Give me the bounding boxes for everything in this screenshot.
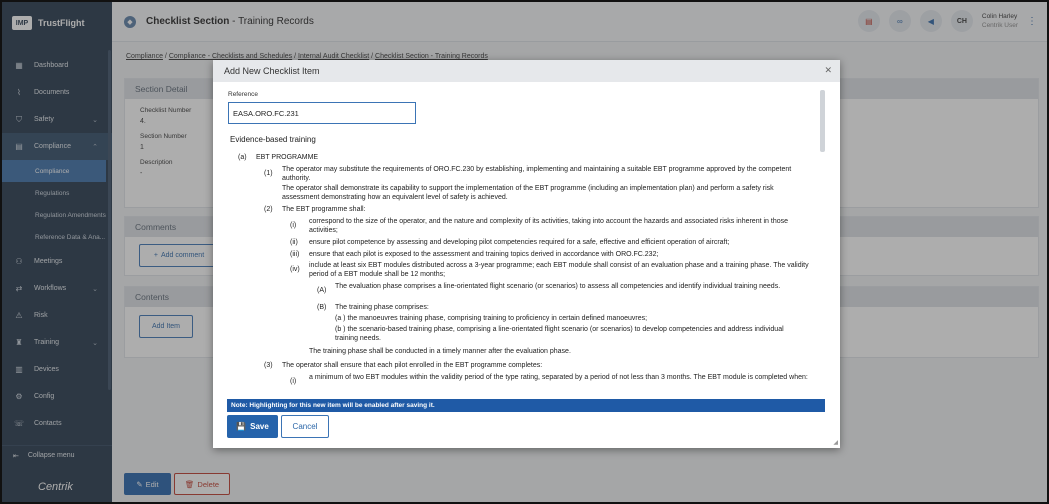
sidebar-item-label: Contacts xyxy=(34,420,62,427)
list-num: (3) xyxy=(264,362,273,369)
edit-label: Edit xyxy=(145,479,159,489)
content-heading: Evidence-based training xyxy=(230,135,316,144)
sidebar-subitem-regulations[interactable]: Regulations xyxy=(35,189,70,197)
graduation-cap-icon: ♜ xyxy=(15,338,23,347)
list-text: The operator may substitute the requirements of ORO.FC.230 by establishing, implementing and maintaining a suitable EBT programme approved by the competent authority. xyxy=(282,166,792,182)
collapse-icon: ⇤ xyxy=(13,452,19,460)
sidebar-item-label: Devices xyxy=(34,366,59,373)
list-text: (a ) the manoeuvres training phase, comprising training to proficiency in certain defined manoeuvres; xyxy=(335,315,648,322)
list-num: (2) xyxy=(264,206,273,213)
checklist-number-value: 4. xyxy=(140,118,146,125)
pdf-icon[interactable]: ▤ xyxy=(858,10,880,32)
section-number-label: Section Number xyxy=(140,133,187,140)
add-checklist-item-modal xyxy=(213,60,840,448)
more-options-icon[interactable]: ⋮ xyxy=(1027,15,1037,27)
contents-title: Contents xyxy=(125,287,1038,307)
sidebar-item-label: Meetings xyxy=(34,258,63,265)
add-comment-label: Add comment xyxy=(160,252,205,259)
logo-text: TrustFlight xyxy=(38,18,85,28)
page-title-main: Checklist Section xyxy=(146,16,230,27)
breadcrumb: Compliance / Compliance - Checklists and Schedules / Internal Audit Checklist / Checklist Section - Training Records xyxy=(126,53,488,60)
sidebar-item-label: Workflows xyxy=(34,285,67,292)
page-title-sub: - Training Records xyxy=(229,16,314,27)
chevron-down-icon: ⌄ xyxy=(92,339,98,347)
list-text: (b ) the scenario-based training phase, comprising a line-orientated flight scenario (or scenarios) to develop competencies and address individual training needs. xyxy=(335,326,784,342)
sidebar-subitem-reference-data[interactable]: Reference Data & Ana... xyxy=(35,233,106,241)
sidebar-item-label: Config xyxy=(34,393,55,400)
list-text: The operator shall demonstrate its capability to support the implementation of the EBT programme (including an implementation plan) and perform a safety risk assessment demonstrating how an equivalent level of safety is achieved. xyxy=(282,185,774,201)
user-name: Colin Harley xyxy=(981,13,1018,20)
chevron-down-icon: ⌄ xyxy=(92,116,98,124)
modal-title: Add New Checklist Item xyxy=(224,66,320,76)
modal-scrollbar[interactable] xyxy=(820,90,825,152)
breadcrumb-item[interactable]: Compliance - Checklists and Schedules xyxy=(168,53,293,60)
sidebar-subitem-compliance[interactable]: Compliance xyxy=(2,160,106,182)
section-icon: ◆ xyxy=(124,16,136,28)
breadcrumb-item[interactable]: Compliance xyxy=(126,53,163,60)
list-text: a minimum of two EBT modules within the validity period of the type rating, separated by a period of not less than 3 months. The EBT module is completed when: xyxy=(309,374,808,381)
list-text: correspond to the size of the operator, and the nature and complexity of its activities, taking into account the hazards and associated risks inherent in those activities; xyxy=(309,218,789,234)
sidebar-item-label: Compliance xyxy=(34,143,71,150)
list-text: ensure pilot competence by assessing and developing pilot competencies required for a safe, effective and efficient operation of aircraft; xyxy=(309,239,730,246)
comments-title: Comments xyxy=(125,217,1038,237)
description-value: - xyxy=(140,170,143,177)
workflow-icon: ⇄ xyxy=(15,284,23,293)
contacts-icon: ☏ xyxy=(13,419,24,428)
dashboard-icon: ▦ xyxy=(15,61,23,70)
resize-grip-icon[interactable]: ◢ xyxy=(833,440,838,446)
paperclip-icon: ⌇ xyxy=(17,88,21,97)
checklist-number-label: Checklist Number xyxy=(140,107,192,114)
avatar[interactable]: CH xyxy=(951,10,973,32)
warning-icon: ⚠ xyxy=(15,311,23,320)
chevron-up-icon: ⌃ xyxy=(92,143,98,151)
modal-header xyxy=(213,60,840,82)
meetings-icon: ⚇ xyxy=(15,257,23,266)
list-num: (i) xyxy=(290,222,297,229)
list-text: The EBT programme shall: xyxy=(282,206,366,213)
breadcrumb-item[interactable]: Internal Audit Checklist xyxy=(298,53,370,60)
plus-icon: + xyxy=(153,252,158,259)
save-button[interactable] xyxy=(227,415,278,438)
section-number-value: 1 xyxy=(140,144,144,151)
breadcrumb-item[interactable]: Checklist Section - Training Records xyxy=(375,53,488,60)
list-text: ensure that each pilot is exposed to the assessment and training topics derived in accordance with ORO.FC.232; xyxy=(309,251,659,258)
shield-icon: ⛉ xyxy=(16,114,22,124)
description-label: Description xyxy=(140,159,173,166)
link-icon[interactable]: ∞ xyxy=(889,10,911,32)
section-detail-title: Section Detail xyxy=(125,79,1038,99)
modal-body xyxy=(213,82,840,390)
list-num: (ii) xyxy=(290,239,298,246)
save-label: Save xyxy=(250,422,269,431)
sidebar-item-label: Safety xyxy=(34,116,54,123)
save-icon: 💾 xyxy=(236,422,247,431)
close-icon[interactable]: ✕ xyxy=(824,65,832,75)
add-item-button[interactable]: Add Item xyxy=(139,315,193,338)
devices-icon: ▥ xyxy=(15,365,23,374)
reference-label: Reference xyxy=(228,91,258,98)
cancel-button[interactable]: Cancel xyxy=(281,415,329,438)
list-num: (iii) xyxy=(290,251,300,258)
list-text: EBT PROGRAMME xyxy=(256,154,319,161)
sidebar-item-label: Dashboard xyxy=(34,62,69,69)
list-num: (iv) xyxy=(290,266,300,273)
trash-icon: 🗑 xyxy=(184,479,195,489)
list-num: (1) xyxy=(264,170,273,177)
chevron-down-icon: ⌄ xyxy=(92,285,98,293)
reference-input[interactable]: EASA.ORO.FC.231 xyxy=(228,102,416,124)
sidebar-item-label: Training xyxy=(34,339,60,346)
sidebar-subitem-regulation-amendments[interactable]: Regulation Amendments xyxy=(35,211,106,219)
list-text: The training phase shall be conducted in a timely manner after the evaluation phase. xyxy=(309,348,571,355)
list-text: The evaluation phase comprises a line-orientated flight scenario (or scenarios) to assess all competencies and identify individual training needs. xyxy=(335,283,781,290)
compliance-icon: ▤ xyxy=(15,142,23,151)
edit-icon: ✎ xyxy=(136,479,143,489)
list-text: The operator shall ensure that each pilot enrolled in the EBT programme completes: xyxy=(282,362,543,369)
megaphone-icon[interactable]: ◀ xyxy=(920,10,942,32)
centrik-logo: Centrik xyxy=(38,481,73,493)
collapse-label: Collapse menu xyxy=(27,452,75,459)
sidebar-item-label: Documents xyxy=(34,89,70,96)
list-num: (A) xyxy=(317,287,327,294)
list-text: include at least six EBT modules distributed across a 3-year programme; each EBT module shall consist of an evaluation phase and a training phase. The validity period of a EBT module shall be 12 months; xyxy=(309,262,809,278)
sidebar-item-label: Risk xyxy=(34,312,48,319)
list-num: (B) xyxy=(317,304,327,311)
delete-label: Delete xyxy=(197,479,220,489)
logo-badge: IMP xyxy=(12,16,32,30)
list-num: (i) xyxy=(290,378,297,385)
list-text: The training phase comprises: xyxy=(335,304,429,311)
user-role: Centrik User xyxy=(981,22,1018,29)
list-num: (a) xyxy=(238,154,247,161)
highlight-note: Note: Highlighting for this new item will be enabled after saving it. xyxy=(227,399,825,412)
config-icon: ⚙ xyxy=(15,392,23,401)
